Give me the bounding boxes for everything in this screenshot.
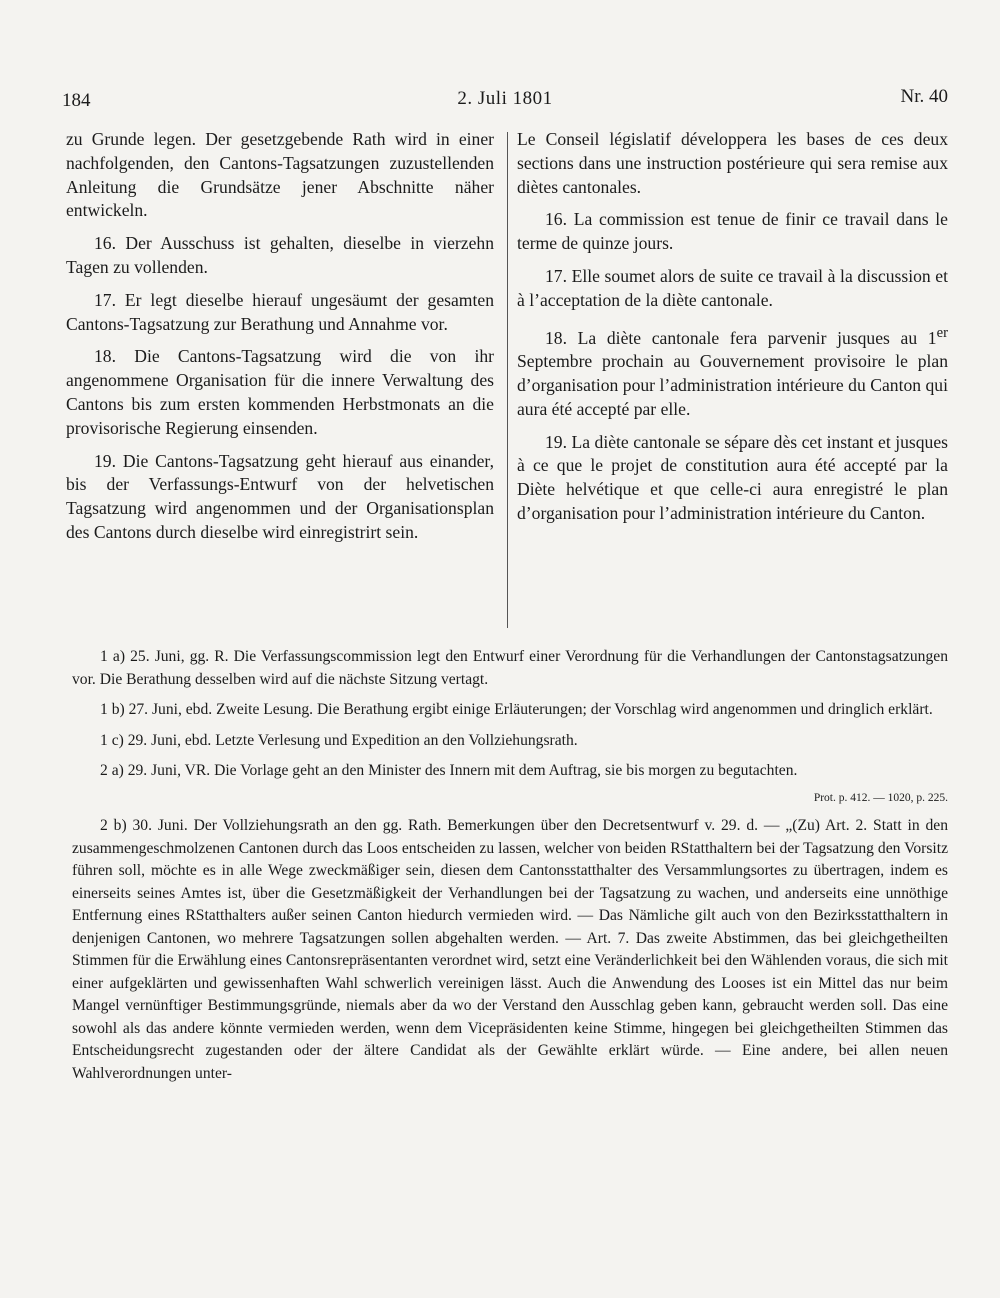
document-number: Nr. 40: [900, 86, 948, 107]
german-article-18: 18. Die Cantons-Tagsatzung wird die von ihr angenommene Organisation für die innere Verwaltung des Cantons bis zum ersten kommenden Herbstmonats an die provisorische Regierung einsenden.: [66, 346, 494, 438]
note-2a: [72, 760, 948, 804]
page-header: [62, 86, 948, 116]
french-article-17: 17. Elle soumet alors de suite ce travail à la discussion et à l’acceptation de la diète cantonale.: [517, 265, 948, 310]
parallel-text: [66, 128, 948, 648]
note-1b: 1 b) 27. Juni, ebd. Zweite Lesung. Die Berathung ergibt einige Erläuterungen; der Vorschlag wird angenommen und dringlich erklärt.: [100, 701, 933, 718]
german-paragraph-intro: zu Grunde legen. Der gesetzgebende Rath wird in einer nachfolgenden, den Cantons-Tagsatzungen zuzustellenden Anleitung die Grundsätze jener Abschnitte näher entwickeln.: [66, 129, 494, 221]
french-paragraph-intro: Le Conseil législatif développera les bases de ces deux sections dans une instruction postérieure qui sera remise aux diètes cantonales.: [517, 129, 948, 197]
german-article-17: 17. Er legt dieselbe hierauf ungesäumt der gesamten Cantons-Tagsatzung zur Berathung und Annahme vor.: [66, 289, 494, 334]
note-2a-text: 2 a) 29. Juni, VR. Die Vorlage geht an den Minister des Innern mit dem Auftrag, sie bis morgen zu begutachten.: [100, 762, 798, 779]
french-column: [517, 128, 948, 535]
note-1c: 1 c) 29. Juni, ebd. Letzte Verlesung und Expedition an den Vollziehungsrath.: [100, 731, 578, 749]
german-column: [66, 128, 494, 554]
french-article-18-superscript: er: [936, 324, 948, 341]
note-2b: 2 b) 30. Juni. Der Vollziehungsrath an den gg. Rath. Bemerkungen über den Decretsentwurf v. 29. d. — „(Zu) Art. 2. Statt in den zusammengeschmolzenen Cantonen durch das Loos entscheiden zu lassen, welcher von beiden RStatthaltern bei der Tagsatzung den Vorsitz führen soll, möchte es in alle Wege zweckmäßiger sein, diesen dem Cantonsstatthalter des Versammlungsortes zu übertragen, indem es einerseits seines Amtes ist, über die Gesetzmäßigkeit der Verhandlungen bei der Tagsatzung zu wachen, und anderseits eine unnöthige Entfernung eines RStatthalters außer seinen Canton hiedurch vermieden wird. — Das Nämliche gilt auch von den Bezirksstatthaltern in denjenigen Cantonen, wo mehrere Tagsatzungen sollen abgehalten werden. — Art. 7. Das zweite Abstimmen, das bei gleichgetheilten Stimmen für die Erwählung eines Cantonsrepräsentanten verordnet wird, setzt eine Veränderlichkeit bei den Wählenden voraus, die sich mit einer aufgeklärten und gewissenhaften Wahl schwerlich vereinigen lässt. Auch die Anwendung des Looses ist ein Mittel das nur beim Mangel vernünftiger Bestimmungsgründe, niemals aber da wo der Verstand den Ausschlag geben kann, gebraucht werden soll. Das eine sowohl als das andere könnte vermieden werden, wenn dem Vicepräsidenten keine Stimme, hingegen bei gleichgetheilten Stimmen das Entscheidungsrecht zugestanden oder der ältere Candidat als der Gewählte erklärt würde. — Eine andere, bei allen neuen Wahlverordnungen unter-: [72, 817, 948, 1082]
german-article-16: 16. Der Ausschuss ist gehalten, dieselbe in vierzehn Tagen zu vollenden.: [66, 233, 494, 277]
page-date: 2. Juli 1801: [457, 88, 553, 109]
footnotes: [72, 646, 948, 1093]
page-number: 184: [62, 90, 91, 111]
german-article-19: 19. Die Cantons-Tagsatzung geht hierauf aus einander, bis der Verfassungs-Entwurf von der helvetischen Tagsatzung wird angenommen und der Organisationsplan des Cantons durch dieselbe wird einregistrirt sein.: [66, 450, 494, 542]
french-article-18: [517, 322, 948, 422]
french-article-19: 19. La diète cantonale se sépare dès cet instant et jusques à ce que le projet de constitution aura été accepté par la Diète helvétique et que celle-ci aura enregistré le plan d’organisation pour l’administration intérieure du Canton.: [517, 431, 948, 524]
note-1a: 1 a) 25. Juni, gg. R. Die Verfassungscommission legt den Entwurf einer Verordnung für die Verhandlungen der Cantonstagsatzungen vor. Die Berathung desselben wird auf die nächste Sitzung vertagt.: [72, 648, 948, 688]
french-article-18-start: 18. La diète cantonale fera parvenir jusques au 1: [545, 327, 937, 348]
french-article-18-end: Septembre prochain au Gouvernement provisoire le plan d’organisation pour l’administration intérieure du Canton qui aura été accepté par elle.: [517, 351, 948, 419]
french-article-16: 16. La commission est tenue de finir ce travail dans le terme de quinze jours.: [517, 209, 948, 254]
note-2a-reference: Prot. p. 412. — 1020, p. 225.: [813, 791, 948, 804]
column-divider: [507, 132, 508, 628]
